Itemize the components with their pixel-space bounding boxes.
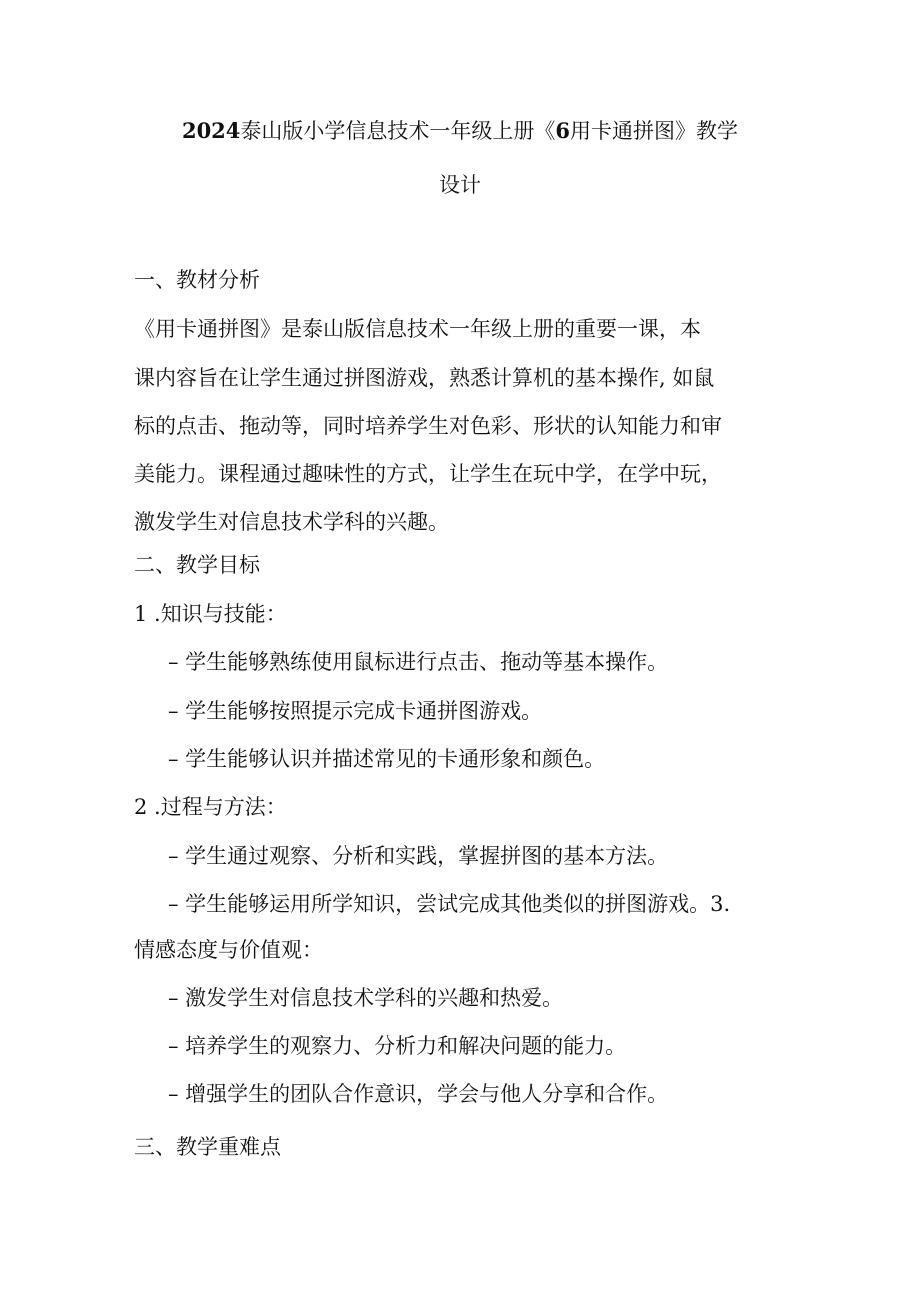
document-title	[0, 118, 920, 144]
goal-label-emotion-values: 情感态度与价值观：	[134, 938, 323, 962]
section-heading-key-difficulties: 三、教学重难点	[134, 1135, 281, 1159]
paragraph-line: 美能力。课程通过趣味性的方式，让学生在玩中学，在学中玩，	[134, 462, 722, 486]
paragraph-line: 《用卡通拼图》是泰山版信息技术一年级上册的重要一课，本	[134, 317, 701, 341]
section-heading-textbook-analysis: 一、教材分析	[134, 268, 260, 292]
list-item: – 学生能够运用所学知识，尝试完成其他类似的拼图游戏。3.	[168, 892, 731, 916]
title-main: 泰山版小学信息技术一年级上册《	[240, 119, 556, 143]
list-item: – 学生能够按照提示完成卡通拼图游戏。	[168, 699, 543, 723]
paragraph-line: 标的点击、拖动等，同时培养学生对色彩、形状的认知能力和审	[134, 414, 722, 438]
document-title-line2: 设计	[439, 173, 481, 197]
paragraph-line: 激发学生对信息技术学科的兴趣。	[134, 510, 449, 534]
list-item: – 学生通过观察、分析和实践，掌握拼图的基本方法。	[168, 844, 669, 868]
title-number: 6	[555, 118, 571, 143]
goal-label-process-methods: 2 .过程与方法：	[134, 795, 287, 819]
section-heading-teaching-goals: 二、教学目标	[134, 553, 260, 577]
title-year: 2024	[181, 118, 241, 143]
goal-label-knowledge-skills: 1 .知识与技能：	[134, 602, 287, 626]
list-item: – 学生能够熟练使用鼠标进行点击、拖动等基本操作。	[168, 650, 669, 674]
title-rest: 用卡通拼图》教学	[570, 119, 739, 143]
list-item: – 培养学生的观察力、分析力和解决问题的能力。	[168, 1034, 627, 1058]
list-item: – 增强学生的团队合作意识，学会与他人分享和合作。	[168, 1082, 669, 1106]
list-item: – 激发学生对信息技术学科的兴趣和热爱。	[168, 986, 564, 1010]
list-item: – 学生能够认识并描述常见的卡通形象和颜色。	[168, 747, 606, 771]
paragraph-line: 课内容旨在让学生通过拼图游戏，熟悉计算机的基本操作, 如鼠	[134, 366, 715, 390]
